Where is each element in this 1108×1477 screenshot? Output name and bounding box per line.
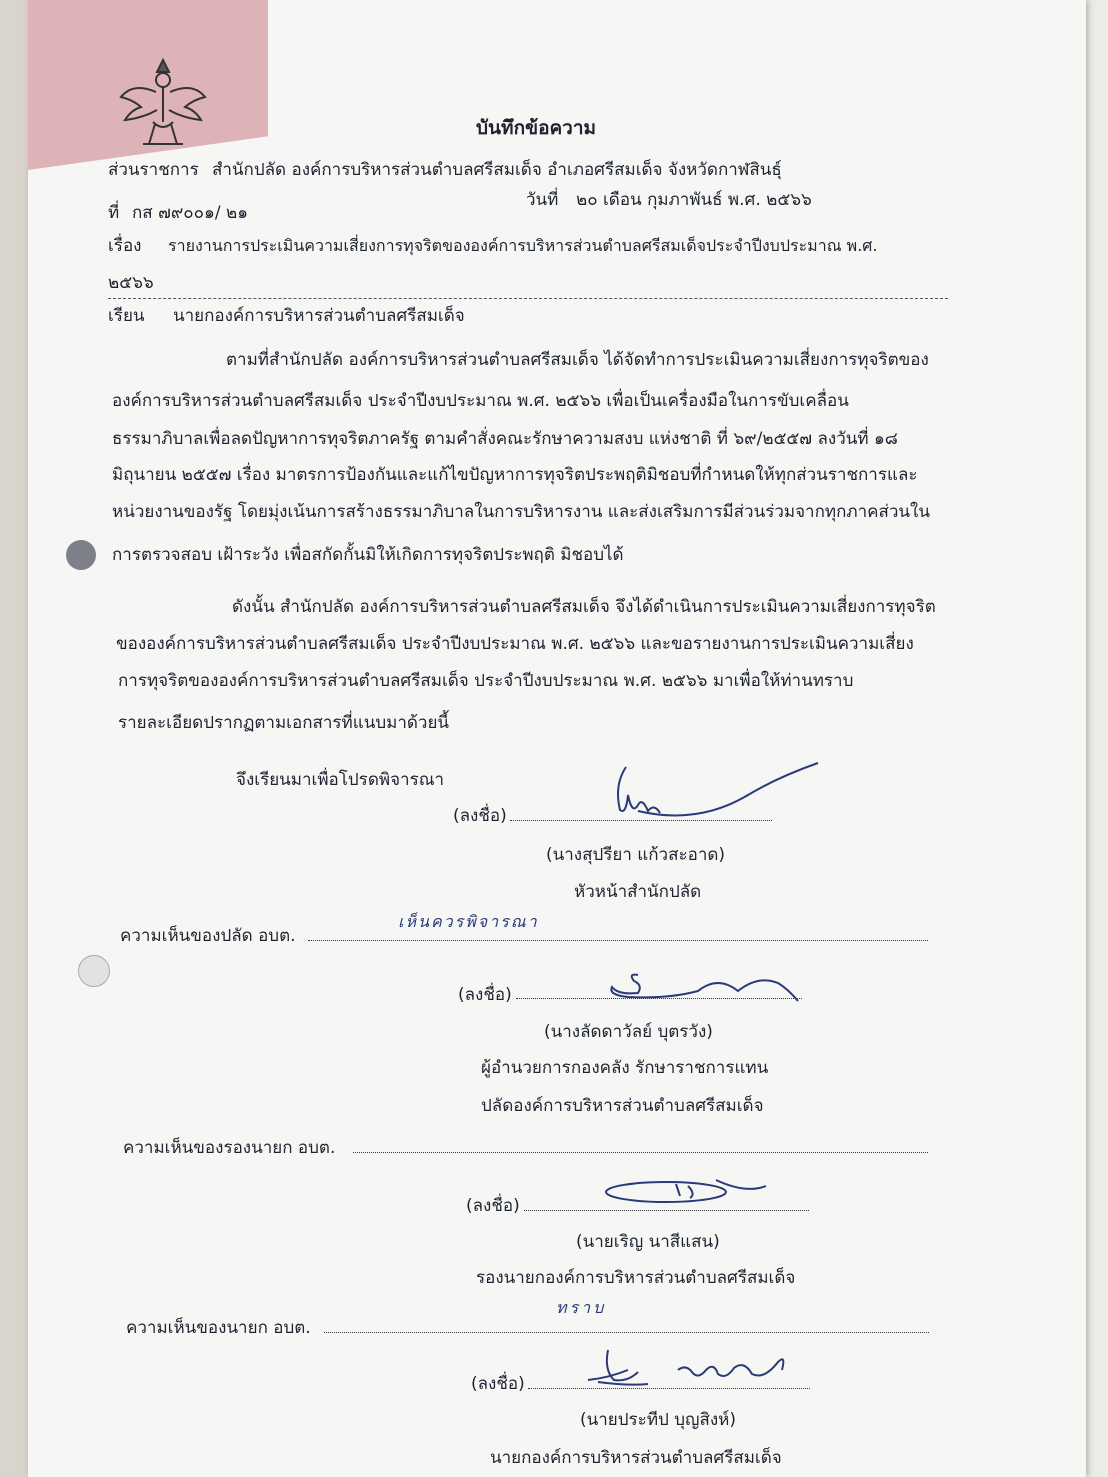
opinion-1-handwritten: เห็นควรพิจารณา bbox=[398, 912, 539, 931]
subject-label: เรื่อง bbox=[108, 236, 142, 256]
paragraph-line: ขององค์การบริหารส่วนตำบลศรีสมเด็จ ประจำปีงบประมาณ พ.ศ. ๒๕๖๖ และขอรายงานการประเมินความเสี่ยง bbox=[116, 634, 914, 654]
paragraph-line: รายละเอียดปรากฏตามเอกสารที่แนบมาด้วยนี้ bbox=[118, 713, 450, 733]
signer-3-position: รองนายกองค์การบริหารส่วนตำบลศรีสมเด็จ bbox=[476, 1268, 796, 1288]
closing-text: จึงเรียนมาเพื่อโปรดพิจารณา bbox=[236, 770, 445, 790]
paragraph-line: การตรวจสอบ เฝ้าระวัง เพื่อสกัดกั้นมิให้เกิดการทุจริตประพฤติ มิชอบได้ bbox=[112, 545, 624, 565]
agency-text: สำนักปลัด องค์การบริหารส่วนตำบลศรีสมเด็จ อำเภอศรีสมเด็จ จังหวัดกาฬสินธุ์ bbox=[212, 160, 782, 180]
subject-text: รายงานการประเมินความเสี่ยงการทุจริตขององค์การบริหารส่วนตำบลศรีสมเด็จประจำปีงบประมาณ พ.ศ. bbox=[168, 236, 878, 255]
signer-1-name: (นางสุปรียา แก้วสะอาด) bbox=[546, 845, 726, 865]
signer-3-name: (นายเริญ นาสีแสน) bbox=[576, 1232, 720, 1252]
ref-label: ที่ bbox=[108, 203, 120, 223]
signer-2-position: ผู้อำนวยการกองคลัง รักษาราชการแทน bbox=[481, 1058, 769, 1078]
opinion-2-label: ความเห็นของรองนายก อบต. bbox=[123, 1138, 336, 1158]
signer-4-name: (นายประทีป บุญสิงห์) bbox=[580, 1410, 737, 1430]
signature-4-icon bbox=[568, 1340, 808, 1395]
paragraph-line: การทุจริตขององค์การบริหารส่วนตำบลศรีสมเด็จ ประจำปีงบประมาณ พ.ศ. ๒๕๖๖ มาเพื่อให้ท่านทราบ bbox=[118, 671, 854, 691]
paragraph-line: ดังนั้น สำนักปลัด องค์การบริหารส่วนตำบลศรีสมเด็จ จึงได้ดำเนินการประเมินความเสี่ยงการทุจริต bbox=[232, 597, 936, 617]
ref-number: กส ๗๙๐๐๑/ ๒๑ bbox=[132, 203, 248, 223]
opinion-3-handwritten: ทราบ bbox=[556, 1298, 607, 1317]
sign-label: (ลงชื่อ) bbox=[471, 1374, 525, 1394]
memo-paper bbox=[28, 0, 1086, 1477]
signature-1-icon bbox=[608, 755, 848, 835]
opinion-2-line bbox=[353, 1152, 928, 1153]
paragraph-line: องค์การบริหารส่วนตำบลศรีสมเด็จ ประจำปีงบประมาณ พ.ศ. ๒๕๖๖ เพื่อเป็นเครื่องมือในการขับเคลื่อน bbox=[112, 391, 849, 411]
opinion-3-label: ความเห็นของนายก อบต. bbox=[126, 1318, 311, 1338]
garuda-emblem-icon bbox=[113, 52, 213, 152]
sign-label: (ลงชื่อ) bbox=[453, 806, 507, 826]
signature-3-icon bbox=[596, 1172, 776, 1212]
adjacent-paper-edge bbox=[1086, 0, 1108, 1477]
paragraph-line: มิถุนายน ๒๕๕๗ เรื่อง มาตรการป้องกันและแก้ไขปัญหาการทุจริตประพฤติมิชอบที่กำหนดให้ทุกส่วนราชการและ bbox=[112, 465, 918, 485]
memo-title: บันทึกข้อความ bbox=[476, 117, 597, 139]
opinion-1-label: ความเห็นของปลัด อบต. bbox=[120, 926, 296, 946]
to-label: เรียน bbox=[108, 306, 145, 326]
paragraph-line: ธรรมาภิบาลเพื่อลดปัญหาการทุจริตภาครัฐ ตามคำสั่งคณะรักษาความสงบ แห่งชาติ ที่ ๖๙/๒๕๕๗ ลงวันที่ ๑๘ bbox=[112, 429, 898, 449]
paragraph-line: หน่วยงานของรัฐ โดยมุ่งเน้นการสร้างธรรมาภิบาลในการบริหารงาน และส่งเสริมการมีส่วนร่วมจากทุกภาคส่วนใน bbox=[112, 502, 930, 522]
signer-1-position: หัวหน้าสำนักปลัด bbox=[574, 882, 702, 902]
opinion-3-line bbox=[324, 1332, 929, 1333]
punch-hole bbox=[66, 540, 96, 570]
date-text: ๒๐ เดือน กุมภาพันธ์ พ.ศ. ๒๕๖๖ bbox=[576, 190, 812, 210]
signer-4-position: นายกองค์การบริหารส่วนตำบลศรีสมเด็จ bbox=[490, 1448, 782, 1468]
date-label: วันที่ bbox=[526, 190, 559, 210]
agency-label: ส่วนราชการ bbox=[108, 160, 199, 180]
punch-hole bbox=[78, 955, 110, 987]
signer-2-position-2: ปลัดองค์การบริหารส่วนตำบลศรีสมเด็จ bbox=[481, 1096, 764, 1116]
signature-2-icon bbox=[598, 955, 818, 1015]
paragraph-line: ตามที่สำนักปลัด องค์การบริหารส่วนตำบลศรีสมเด็จ ได้จัดทำการประเมินความเสี่ยงการทุจริตของ bbox=[226, 350, 929, 370]
sign-label: (ลงชื่อ) bbox=[466, 1196, 520, 1216]
subject-divider bbox=[108, 298, 948, 299]
signer-2-name: (นางลัดดาวัลย์ บุตรวัง) bbox=[544, 1022, 713, 1042]
sign-label: (ลงชื่อ) bbox=[458, 985, 512, 1005]
subject-text-cont: ๒๕๖๖ bbox=[108, 273, 154, 293]
to-text: นายกองค์การบริหารส่วนตำบลศรีสมเด็จ bbox=[173, 306, 465, 326]
opinion-1-line bbox=[308, 940, 928, 941]
